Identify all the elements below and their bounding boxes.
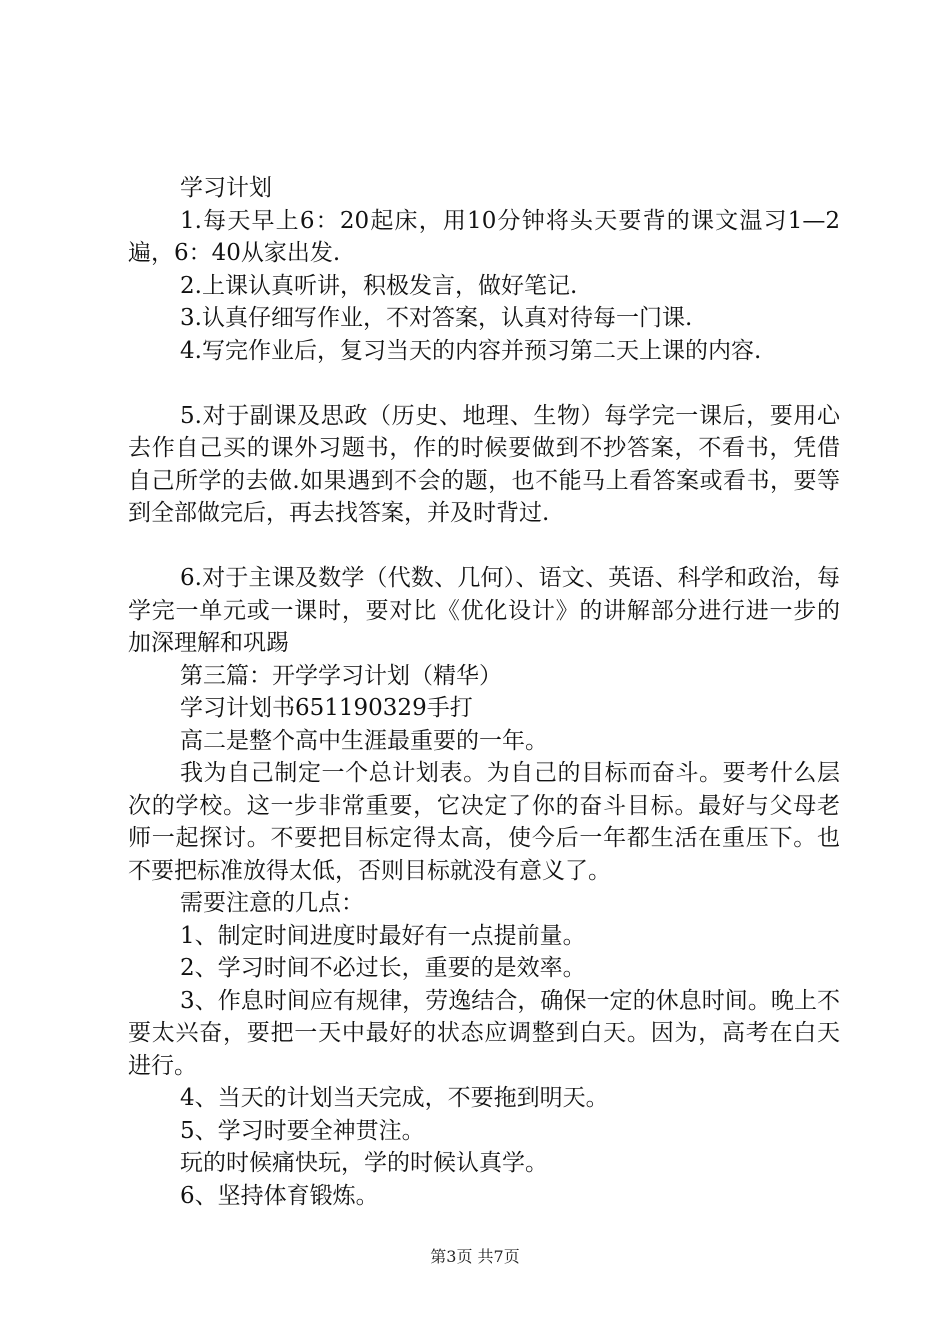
paragraph-item-1: 1.每天早上6：20起床，用10分钟将头天要背的课文温习1—2遍，6：40从家出发. — [128, 207, 840, 266]
note-item-6: 6、坚持体育锻炼。 — [180, 1182, 379, 1209]
notes-heading: 需要注意的几点： — [180, 890, 364, 916]
paragraph-item-6: 6.对于主课及数学（代数、几何）、语文、英语、科学和政治，每学完一单元或一课时，要对比《优化设计》的讲解部分进行进一步的加深理解和巩踢 — [128, 565, 840, 656]
paragraph-item-5: 5.对于副课及思政（历史、地理、生物）每学完一课后，要用心去作自己买的课外习题书，作的时候要做到不抄答案，不看书，凭借自己所学的去做.如果遇到不会的题，也不能马上看答案或看书，要等到全部做完后，再去找答案，并及时背过. — [128, 402, 840, 526]
paragraph: 我为自己制定一个总计划表。为自己的目标而奋斗。要考什么层次的学校。这一步非常重要，它决定了你的奋斗目标。最好与父母老师一起探讨。不要把目标定得太高，使今后一年都生活在重压下。也不要把标准放得太低，否则目标就没有意义了。 — [128, 760, 840, 884]
chapter-title: 第三篇：开学学习计划（精华） — [180, 662, 502, 689]
note-item-1: 1、制定时间进度时最好有一点提前量。 — [180, 922, 586, 949]
blank-line — [128, 530, 840, 563]
note-item-3: 3、作息时间应有规律，劳逸结合，确保一定的休息时间。晚上不要太兴奋，要把一天中最好的状态应调整到白天。因为，高考在白天进行。 — [128, 987, 840, 1079]
blank-line — [128, 367, 840, 400]
paragraph: 高二是整个高中生涯最重要的一年。 — [180, 727, 548, 754]
note-item-5: 5、学习时要全神贯注。 — [180, 1117, 425, 1144]
paragraph: 玩的时候痛快玩，学的时候认真学。 — [180, 1150, 548, 1176]
paragraph-item-3: 3.认真仔细写作业，不对答案，认真对待每一门课. — [180, 305, 693, 331]
paragraph-item-2: 2.上课认真听讲，积极发言，做好笔记. — [180, 272, 578, 299]
page-number: 第3页 共7页 — [430, 1247, 520, 1266]
note-item-2: 2、学习时间不必过长，重要的是效率。 — [180, 955, 586, 981]
paragraph-item-4: 4.写完作业后，复习当天的内容并预习第二天上课的内容. — [180, 337, 762, 364]
plan-subtitle: 学习计划书651190329手打 — [180, 695, 473, 721]
document-body — [128, 172, 840, 1212]
section-heading: 学习计划 — [180, 175, 272, 201]
note-item-4: 4、当天的计划当天完成，不要拖到明天。 — [180, 1085, 609, 1111]
